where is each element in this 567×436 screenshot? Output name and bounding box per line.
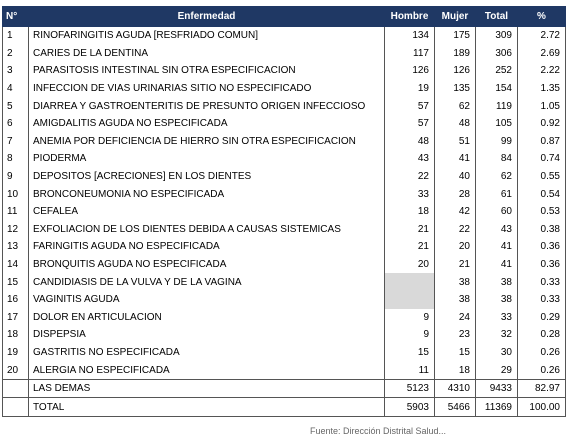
- male-count: 20: [385, 256, 435, 274]
- grand-total-row: [3, 398, 566, 417]
- percentage: 0.92: [518, 115, 566, 133]
- female-count: 48: [435, 115, 476, 133]
- row-number: 19: [3, 344, 29, 362]
- row-number: 9: [3, 168, 29, 186]
- table-row: [3, 150, 566, 168]
- percentage: 0.38: [518, 221, 566, 239]
- percentage: 0.33: [518, 291, 566, 309]
- male-count: 22: [385, 168, 435, 186]
- table-row: [3, 309, 566, 327]
- disease-name: ANEMIA POR DEFICIENCIA DE HIERRO SIN OTRA ESPECIFICACION: [29, 133, 385, 151]
- percentage: 1.35: [518, 80, 566, 98]
- total-label: TOTAL: [29, 398, 385, 417]
- female-count: 62: [435, 97, 476, 115]
- header-male: Hombre: [385, 7, 435, 27]
- disease-name: BRONQUITIS AGUDA NO ESPECIFICADA: [29, 256, 385, 274]
- female-count: 189: [435, 45, 476, 63]
- header-total: Total: [476, 7, 518, 27]
- male-count: 19: [385, 80, 435, 98]
- male-count: 134: [385, 27, 435, 45]
- total-count: 105: [476, 115, 518, 133]
- row-number: 5: [3, 97, 29, 115]
- row-number: 7: [3, 133, 29, 151]
- female-count: 42: [435, 203, 476, 221]
- percentage: 1.05: [518, 97, 566, 115]
- row-number: 20: [3, 361, 29, 379]
- disease-name: BRONCONEUMONIA NO ESPECIFICADA: [29, 185, 385, 203]
- male-count: 21: [385, 221, 435, 239]
- male-count: 9: [385, 326, 435, 344]
- row-number: 15: [3, 273, 29, 291]
- male-count: 117: [385, 45, 435, 63]
- percentage: 0.55: [518, 168, 566, 186]
- disease-name: VAGINITIS AGUDA: [29, 291, 385, 309]
- disease-name: DOLOR EN ARTICULACION: [29, 309, 385, 327]
- row-number: 1: [3, 27, 29, 45]
- disease-name: GASTRITIS NO ESPECIFICADA: [29, 344, 385, 362]
- total-count: 33: [476, 309, 518, 327]
- table-row: [3, 62, 566, 80]
- percentage: 2.69: [518, 45, 566, 63]
- table-row: [3, 27, 566, 45]
- source-note: Fuente: Dirección Distrital Salud...: [310, 426, 447, 436]
- total-count: 99: [476, 133, 518, 151]
- row-number: 6: [3, 115, 29, 133]
- disease-name: FARINGITIS AGUDA NO ESPECIFICADA: [29, 238, 385, 256]
- total-count: 38: [476, 273, 518, 291]
- others-row: [3, 379, 566, 398]
- female-count: 24: [435, 309, 476, 327]
- row-number: [3, 379, 29, 398]
- female-count: 5466: [435, 398, 476, 417]
- male-count: 18: [385, 203, 435, 221]
- header-female: Mujer: [435, 7, 476, 27]
- table-row: [3, 45, 566, 63]
- disease-name: PIODERMA: [29, 150, 385, 168]
- female-count: 22: [435, 221, 476, 239]
- disease-name: RINOFARINGITIS AGUDA [RESFRIADO COMUN]: [29, 27, 385, 45]
- female-count: 175: [435, 27, 476, 45]
- disease-name: ALERGIA NO ESPECIFICADA: [29, 361, 385, 379]
- disease-name: CARIES DE LA DENTINA: [29, 45, 385, 63]
- table-row: [3, 185, 566, 203]
- female-count: 40: [435, 168, 476, 186]
- disease-name: DIARREA Y GASTROENTERITIS DE PRESUNTO ORIGEN INFECCIOSO: [29, 97, 385, 115]
- table-row: [3, 133, 566, 151]
- male-count: 15: [385, 344, 435, 362]
- table-row: [3, 80, 566, 98]
- row-number: 18: [3, 326, 29, 344]
- percentage: 2.22: [518, 62, 566, 80]
- morbidity-table: [2, 6, 566, 417]
- percentage: 0.74: [518, 150, 566, 168]
- percentage: 82.97: [518, 379, 566, 398]
- percentage: 0.28: [518, 326, 566, 344]
- table-row: [3, 115, 566, 133]
- male-count: 11: [385, 361, 435, 379]
- table-row: [3, 221, 566, 239]
- total-count: 30: [476, 344, 518, 362]
- total-count: 43: [476, 221, 518, 239]
- total-count: 29: [476, 361, 518, 379]
- total-count: 62: [476, 168, 518, 186]
- row-number: 12: [3, 221, 29, 239]
- percentage: 0.87: [518, 133, 566, 151]
- total-count: 154: [476, 80, 518, 98]
- header-percent: %: [518, 7, 566, 27]
- disease-name: CEFALEA: [29, 203, 385, 221]
- total-count: 41: [476, 238, 518, 256]
- table-row: [3, 256, 566, 274]
- female-count: 135: [435, 80, 476, 98]
- female-count: 20: [435, 238, 476, 256]
- percentage: 0.26: [518, 344, 566, 362]
- total-count: 306: [476, 45, 518, 63]
- male-count: 33: [385, 185, 435, 203]
- percentage: 100.00: [518, 398, 566, 417]
- percentage: 0.54: [518, 185, 566, 203]
- total-count: 119: [476, 97, 518, 115]
- female-count: 21: [435, 256, 476, 274]
- total-count: 11369: [476, 398, 518, 417]
- row-number: 4: [3, 80, 29, 98]
- percentage: 0.26: [518, 361, 566, 379]
- row-number: 16: [3, 291, 29, 309]
- disease-name: DISPEPSIA: [29, 326, 385, 344]
- total-count: 60: [476, 203, 518, 221]
- percentage: 0.33: [518, 273, 566, 291]
- percentage: 0.53: [518, 203, 566, 221]
- percentage: 0.36: [518, 256, 566, 274]
- disease-name: AMIGDALITIS AGUDA NO ESPECIFICADA: [29, 115, 385, 133]
- total-count: 32: [476, 326, 518, 344]
- total-count: 309: [476, 27, 518, 45]
- table-row: [3, 168, 566, 186]
- row-number: [3, 398, 29, 417]
- table-header-row: [3, 7, 566, 27]
- total-count: 84: [476, 150, 518, 168]
- male-count: [385, 291, 435, 309]
- disease-name: DEPOSITOS [ACRECIONES] EN LOS DIENTES: [29, 168, 385, 186]
- percentage: 0.36: [518, 238, 566, 256]
- row-number: 10: [3, 185, 29, 203]
- header-number: N°: [3, 7, 29, 27]
- male-count: 9: [385, 309, 435, 327]
- table-row: [3, 203, 566, 221]
- female-count: 41: [435, 150, 476, 168]
- male-count: 5123: [385, 379, 435, 398]
- female-count: 15: [435, 344, 476, 362]
- female-count: 38: [435, 291, 476, 309]
- total-count: 41: [476, 256, 518, 274]
- table-row: [3, 97, 566, 115]
- header-disease: Enfermedad: [29, 7, 385, 27]
- male-count: 57: [385, 97, 435, 115]
- male-count: 21: [385, 238, 435, 256]
- total-count: 9433: [476, 379, 518, 398]
- row-number: 14: [3, 256, 29, 274]
- others-label: LAS DEMAS: [29, 379, 385, 398]
- table-row: [3, 238, 566, 256]
- female-count: 4310: [435, 379, 476, 398]
- table-row: [3, 326, 566, 344]
- table-row: [3, 273, 566, 291]
- male-count: 5903: [385, 398, 435, 417]
- female-count: 38: [435, 273, 476, 291]
- female-count: 28: [435, 185, 476, 203]
- male-count: 48: [385, 133, 435, 151]
- female-count: 18: [435, 361, 476, 379]
- percentage: 0.29: [518, 309, 566, 327]
- female-count: 23: [435, 326, 476, 344]
- table-row: [3, 291, 566, 309]
- male-count: 126: [385, 62, 435, 80]
- row-number: 2: [3, 45, 29, 63]
- disease-name: EXFOLIACION DE LOS DIENTES DEBIDA A CAUSAS SISTEMICAS: [29, 221, 385, 239]
- row-number: 17: [3, 309, 29, 327]
- male-count: [385, 273, 435, 291]
- male-count: 57: [385, 115, 435, 133]
- row-number: 13: [3, 238, 29, 256]
- total-count: 61: [476, 185, 518, 203]
- table-row: [3, 361, 566, 379]
- table-row: [3, 344, 566, 362]
- row-number: 8: [3, 150, 29, 168]
- disease-name: PARASITOSIS INTESTINAL SIN OTRA ESPECIFICACION: [29, 62, 385, 80]
- total-count: 38: [476, 291, 518, 309]
- disease-name: CANDIDIASIS DE LA VULVA Y DE LA VAGINA: [29, 273, 385, 291]
- percentage: 2.72: [518, 27, 566, 45]
- row-number: 3: [3, 62, 29, 80]
- female-count: 51: [435, 133, 476, 151]
- male-count: 43: [385, 150, 435, 168]
- disease-name: INFECCION DE VIAS URINARIAS SITIO NO ESPECIFICADO: [29, 80, 385, 98]
- row-number: 11: [3, 203, 29, 221]
- female-count: 126: [435, 62, 476, 80]
- total-count: 252: [476, 62, 518, 80]
